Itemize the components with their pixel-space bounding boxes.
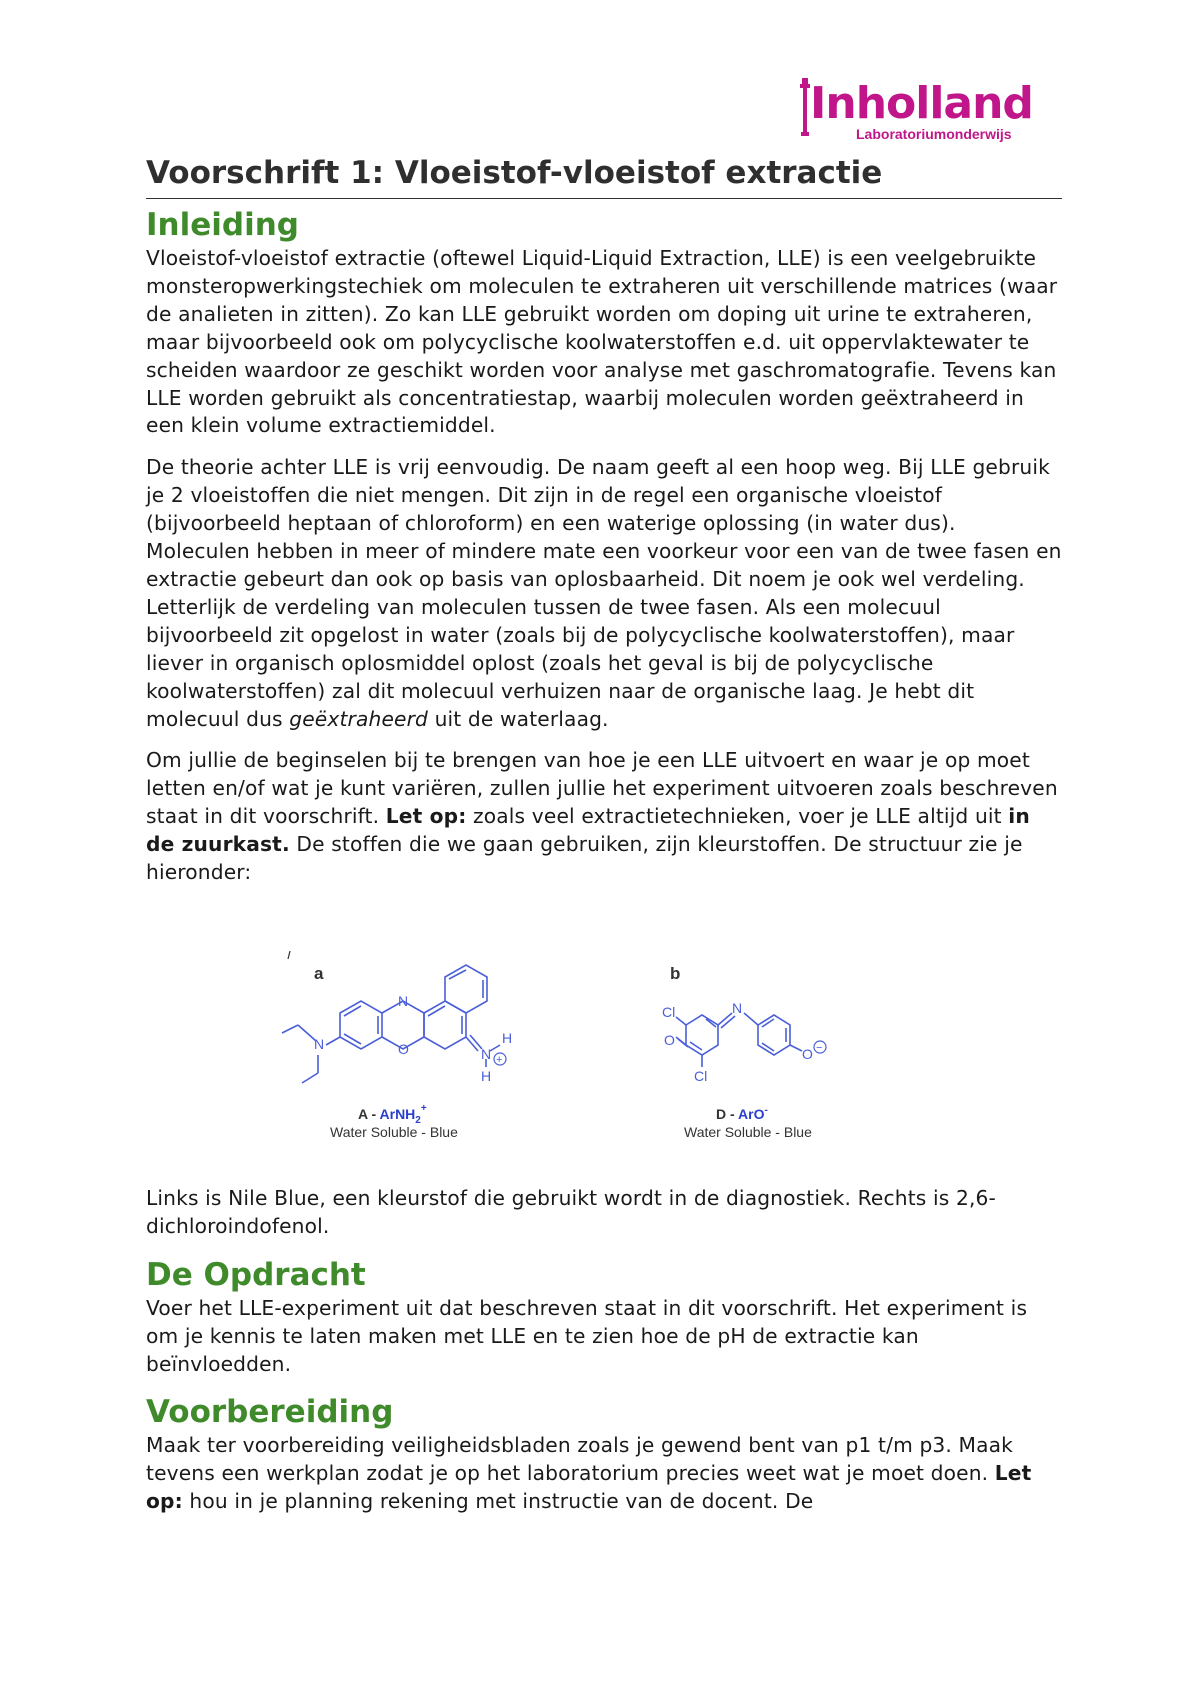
bold-note: Let op: xyxy=(146,1461,1032,1514)
paragraph-inleiding-2 xyxy=(146,454,1062,733)
caption-sup: - xyxy=(764,1104,768,1116)
logo-wordmark: Inholland xyxy=(810,78,1033,129)
atom-label: Cl xyxy=(694,1067,708,1084)
paragraph-opdracht-1: Voer het LLE-experiment uit dat beschreven staat in dit voorschrift. Het experiment is om je kennis te laten maken met LLE en te zien hoe de pH de extractie kan beïnvloedden. xyxy=(146,1295,1028,1376)
paragraph-after-figure: Links is Nile Blue, een kleurstof die gebruikt wordt in de diagnostiek. Rechts is 2,6-dichloroindofenol. xyxy=(146,1185,996,1238)
atom-label: O xyxy=(802,1045,813,1062)
paragraph-inleiding-3 xyxy=(146,747,1062,887)
text-run: De stoffen die we gaan gebruiken, zijn kleurstoffen. De structuur zie je hieronder: xyxy=(146,832,1023,885)
caption-sub: 2 xyxy=(415,1114,421,1126)
panel-label-b: b xyxy=(670,963,681,983)
text-run: De theorie achter LLE is vrij eenvoudig. De naam geeft al een hoop weg. Bij LLE gebruik je 2 vloeistoffen die niet mengen. Dit zijn in de regel een organische vloeistof (bijvoorbeeld heptaan of chloroform) en een waterige oplossing (in water dus). Moleculen hebben in meer of mindere mate een voorkeur voor een van de twee fasen en extractie gebeurt dan ook op basis van oplosbaarheid. Dit noem je ook wel verdeling. Letterlijk de verdeling van moleculen tussen de twee fasen. Als een molecuul bijvoorbeeld zit opgelost in water (zoals bij de polycyclische koolwaterstoffen), maar liever in organisch oplosmiddel oplost (zoals het geval is bij de polycyclische koolwaterstoffen) zal dit molecuul verhuizen naar de organische laag. Je hebt dit molecuul dus xyxy=(146,455,1062,731)
chemical-structures xyxy=(146,909,1062,1177)
text-run: hou in je planning rekening met instructie van de docent. De xyxy=(182,1489,814,1514)
atom-label: Cl xyxy=(662,1003,676,1020)
caption-a xyxy=(358,1103,427,1126)
text-run: Maak ter voorbereiding veiligheidsbladen zoals je gewend bent van p1 t/m p3. Maak tevens een werkplan zodat je op het laboratorium precies weet wat je moet doen. xyxy=(146,1433,1013,1486)
atom-label: H xyxy=(481,1067,492,1084)
atom-label: O xyxy=(664,1031,675,1048)
atom-label: H xyxy=(502,1029,513,1046)
bold-emphasis: in de zuurkast. xyxy=(146,804,1030,857)
document-body xyxy=(146,152,1062,1530)
section-heading-opdracht: De Opdracht xyxy=(146,1256,366,1293)
caption-formula: ArNH xyxy=(379,1105,416,1122)
inholland-logo xyxy=(798,78,1060,148)
nile-blue-structure xyxy=(282,951,512,1140)
text-run: uit de waterlaag. xyxy=(428,706,609,731)
caption-b-line2: Water Soluble - Blue xyxy=(684,1123,812,1140)
charge-label: − xyxy=(816,1041,823,1054)
caption-prefix: A - xyxy=(358,1105,380,1122)
bold-note: Let op: xyxy=(385,804,467,829)
atom-label: N xyxy=(732,999,743,1016)
dcpip-structure xyxy=(662,964,826,1140)
section-heading-inleiding: Inleiding xyxy=(146,207,299,243)
structure-figure xyxy=(146,909,1062,1177)
italic-term: geëxtraheerd xyxy=(289,706,429,731)
logo-subtitle: Laboratoriumonderwijs xyxy=(856,126,1012,142)
caption-sup: + xyxy=(420,1102,427,1114)
document-title: Voorschrift 1: Vloeistof-vloeistof extractie xyxy=(146,152,1062,199)
atom-label: N xyxy=(481,1045,492,1062)
caption-formula: ArO xyxy=(738,1105,765,1122)
atom-label: N xyxy=(398,992,409,1009)
caption-a-line2: Water Soluble - Blue xyxy=(330,1123,458,1140)
text-run: zoals veel extractietechnieken, voer je LLE altijd uit xyxy=(466,804,1009,829)
caption-prefix: D - xyxy=(716,1105,739,1122)
caption-b xyxy=(716,1105,768,1122)
section-heading-voorbereiding: Voorbereiding xyxy=(146,1394,394,1431)
charge-label: + xyxy=(496,1053,503,1066)
atom-label: N xyxy=(314,1035,325,1052)
text-run: Om jullie de beginselen bij te brengen van hoe je een LLE uitvoert en waar je op moet letten en/of wat je kunt variëren, zullen jullie het experiment uitvoeren zoals beschreven staat in dit voorschrift. xyxy=(146,748,1058,829)
paragraph-inleiding-1: Vloeistof-vloeistof extractie (oftewel Liquid-Liquid Extraction, LLE) is een veelgebruikte monsteropwerkingstechiek om moleculen te extraheren uit verschillende matrices (waar de analieten in zitten). Zo kan LLE gebruikt worden om doping uit urine te extraheren, maar bijvoorbeeld ook om polycyclische koolwaterstoffen e.d. uit oppervlaktewater te scheiden waardoor ze geschikt worden voor analyse met gaschromatografie. Tevens kan LLE worden gebruikt als concentratiestap, waarbij moleculen worden geëxtraheerd in een klein volume extractiemiddel. xyxy=(146,246,1058,438)
atom-label: O xyxy=(398,1040,409,1057)
panel-label-a: a xyxy=(314,963,324,983)
paragraph-voorbereiding-1 xyxy=(146,1432,1062,1516)
